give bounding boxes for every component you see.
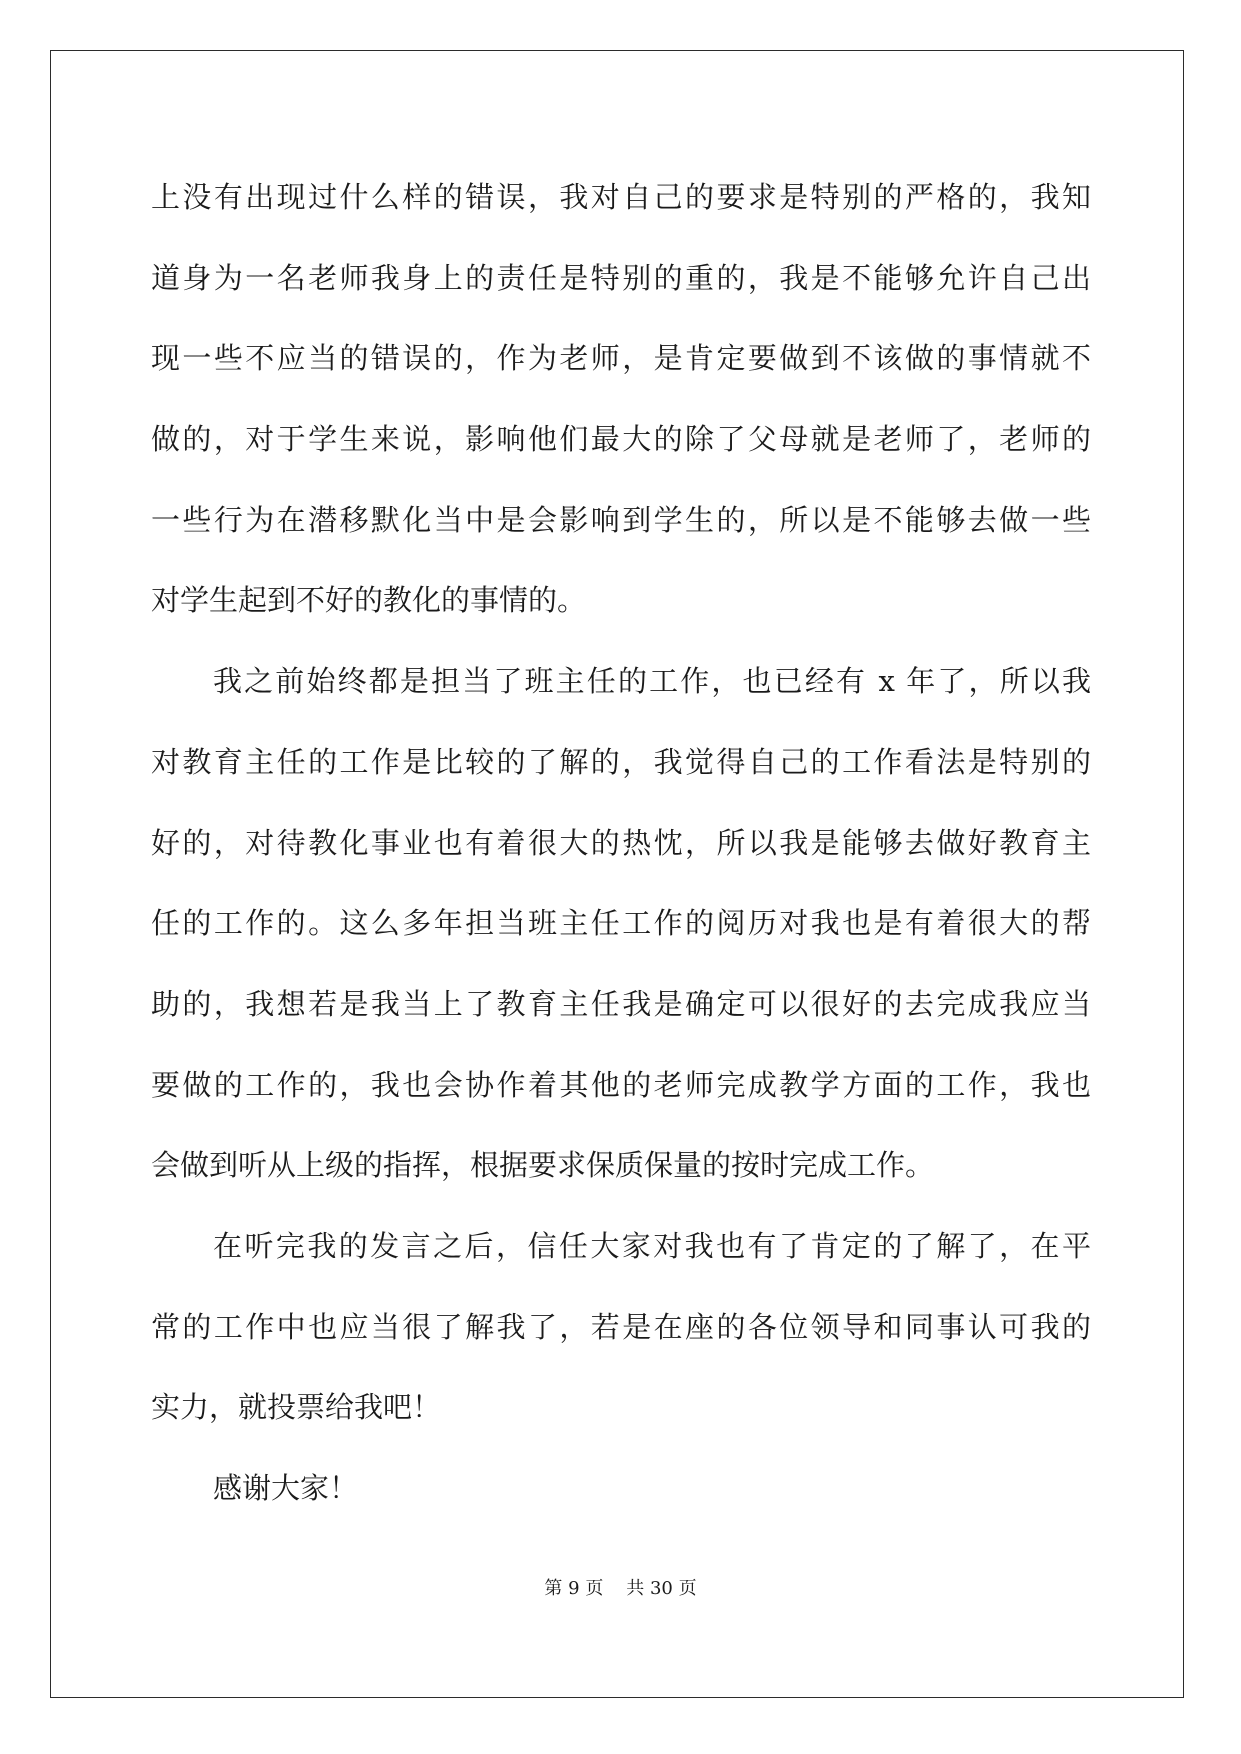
text-line: 好的，对待教化事业也有着很大的热忱，所以我是能够去做好教育主: [151, 825, 1091, 860]
page-total: 共 30 页: [626, 1578, 697, 1599]
page-number: 第 9 页: [544, 1578, 604, 1599]
text-line: 一些行为在潜移默化当中是会影响到学生的，所以是不能够去做一些: [151, 502, 1091, 537]
text-line: 实力，就投票给我吧！: [151, 1390, 442, 1425]
text-line: 会做到听从上级的指挥，根据要求保质保量的按时完成工作。: [151, 1148, 935, 1183]
text-line: 现一些不应当的错误的，作为老师，是肯定要做到不该做的事情就不: [151, 341, 1091, 376]
text-line: 上没有出现过什么样的错误，我对自己的要求是特别的严格的，我知: [151, 180, 1091, 214]
document-body: [151, 157, 1091, 1529]
text-line: 任的工作的。这么多年担当班主任工作的阅历对我也是有着很大的帮: [151, 906, 1091, 941]
document-page: [50, 50, 1184, 1698]
paragraph-first-line: 我之前始终都是担当了班主任的工作，也已经有 x 年了，所以我: [213, 664, 1091, 699]
text-line: 助的，我想若是我当上了教育主任我是确定可以很好的去完成我应当: [151, 986, 1091, 1021]
text-line: 对学生起到不好的教化的事情的。: [151, 583, 587, 618]
page-footer: [0, 1574, 1241, 1600]
text-line: 常的工作中也应当很了解我了，若是在座的各位领导和同事认可我的: [151, 1309, 1091, 1344]
text-line: 道身为一名老师我身上的责任是特别的重的，我是不能够允许自己出: [151, 260, 1091, 295]
closing-line: 感谢大家！: [213, 1471, 359, 1505]
text-line: 要做的工作的，我也会协作着其他的老师完成教学方面的工作，我也: [151, 1067, 1091, 1102]
paragraph-first-line: 在听完我的发言之后，信任大家对我也有了肯定的了解了，在平: [213, 1228, 1091, 1263]
text-line: 做的，对于学生来说，影响他们最大的除了父母就是老师了，老师的: [151, 422, 1091, 457]
text-line: 对教育主任的工作是比较的了解的，我觉得自己的工作看法是特别的: [151, 744, 1091, 779]
